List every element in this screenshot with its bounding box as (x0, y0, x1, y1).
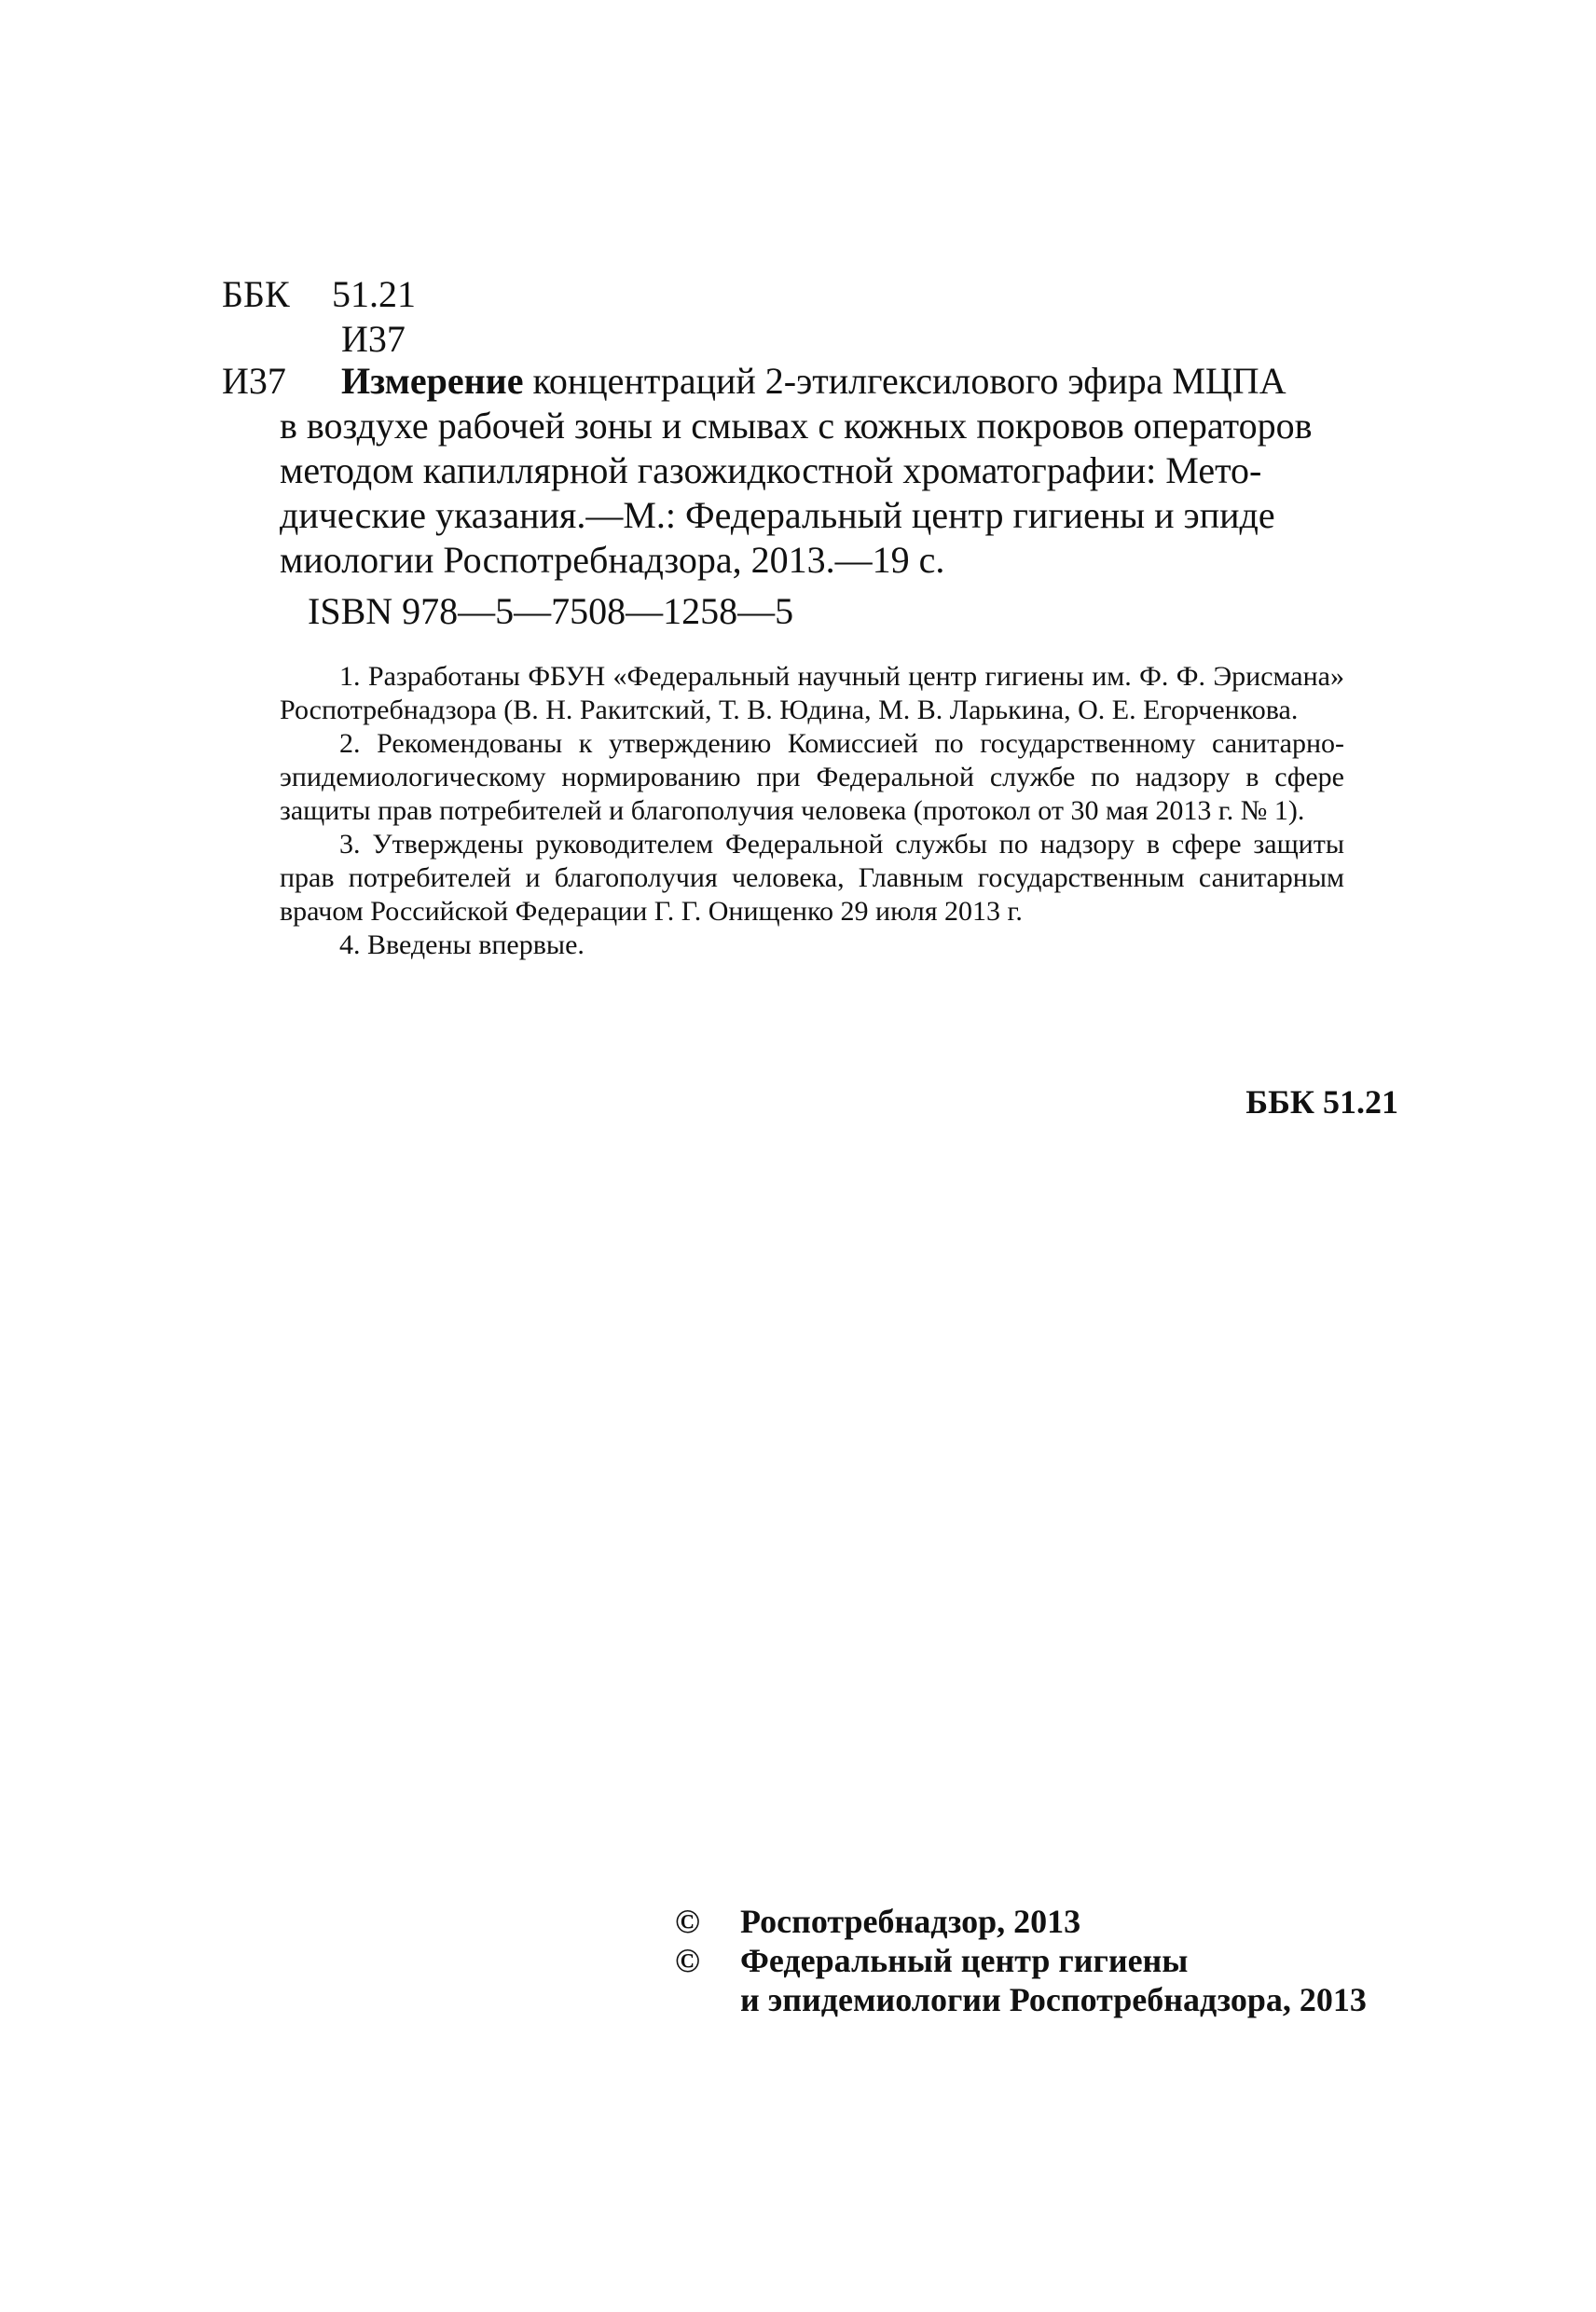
copyright-block (675, 1902, 1367, 2019)
bbk-bottom-code: ББК 51.21 (1245, 1083, 1398, 1121)
note-item: 4. Введены впервые. (339, 929, 585, 960)
copyright-icon: © (675, 1942, 700, 1979)
notes-list (280, 660, 1344, 962)
entry-first-line (222, 359, 1328, 404)
entry-line: миологии Роспотребнадзора, 2013.—19 с. (280, 539, 945, 581)
entry-title-rest: концентраций 2-этилгексилового эфира МЦПА (523, 360, 1286, 402)
bbk-code: 51.21 (332, 273, 416, 315)
entry-author-mark: И37 (222, 360, 286, 402)
entry-line: дические указания.—М.: Федеральный центр гигиены и эпиде (280, 494, 1275, 536)
entry-line: в воздухе рабочей зоны и смывах с кожных покровов операторов (280, 405, 1313, 447)
bbk-row (222, 272, 416, 317)
copyright-row (675, 1941, 1367, 1980)
copyright-holder: Федеральный центр гигиены (740, 1942, 1189, 1979)
bbk-label: ББК (222, 273, 290, 315)
copyright-icon: © (675, 1903, 700, 1940)
note-item: 3. Утверждены руководителем Федеральной службы по надзору в сфере защиты прав потребителей и благополучия человека, Главным государственным санитарным врачом Российской Федерации Г. Г. Онищенко 29 июля 2013 г. (280, 829, 1344, 927)
note-item: 1. Разработаны ФБУН «Федеральный научный центр гигиены им. Ф. Ф. Эрисмана» Роспотребнадзора (В. Н. Ракитский, Т. В. Юдина, М. В. Ларькина, О. Е. Егорченкова. (280, 661, 1344, 725)
copyright-row (675, 1902, 1367, 1941)
entry-title-bold: Измерение (341, 360, 524, 402)
bibliographic-entry (222, 359, 1328, 583)
isbn: ISBN 978—5—7508—1258—5 (308, 590, 794, 632)
entry-line: методом капиллярной газожидкостной хроматографии: Мето- (280, 449, 1262, 491)
copyright-holder: Роспотребнадзор, 2013 (740, 1903, 1081, 1940)
author-sign: И37 (341, 318, 406, 360)
bbk-classification-block (222, 272, 416, 362)
copyright-holder-continuation: и эпидемиологии Роспотребнадзора, 2013 (740, 1981, 1367, 2018)
note-item: 2. Рекомендованы к утверждению Комиссией по государственному санитарно-эпидемиологическому нормированию при Федеральной службе по надзору в сфере защиты прав потребителей и благополучия человека (протокол от 30 мая 2013 г. № 1). (280, 728, 1344, 826)
